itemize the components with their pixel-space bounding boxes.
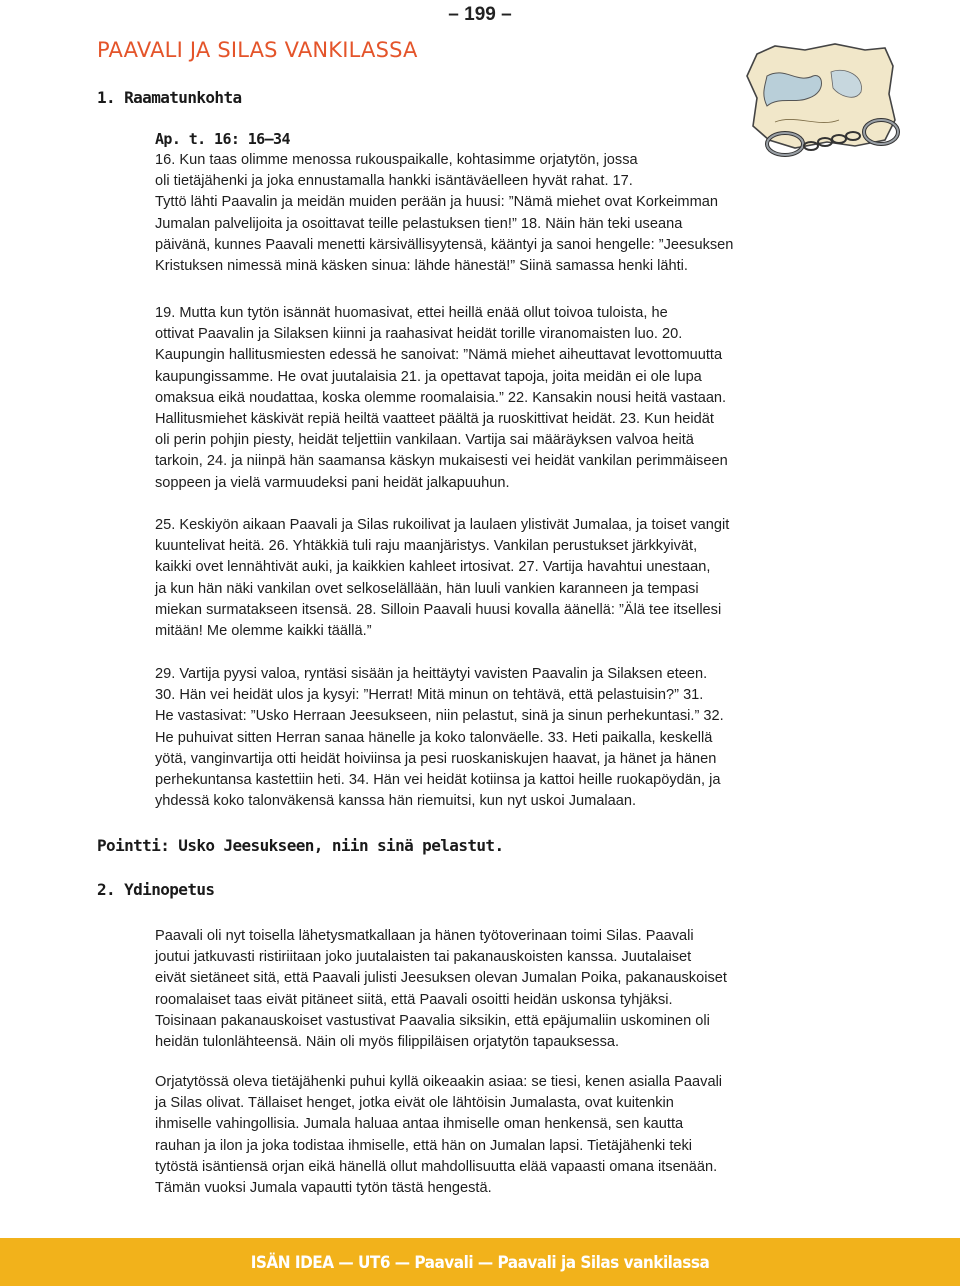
text-line: heidän tulonlähteensä. Näin oli myös filippiläisen orjatytön tapauksessa.: [155, 1034, 620, 1051]
text-line: ihmiselle vahingollisia. Jumala haluaa antaa ihmiselle oman henkensä, sen kautta: [155, 1116, 684, 1133]
text-line: He vastasivat: ”Usko Herraan Jeesukseen, niin pelastut, sinä ja sinun perhekuntasi.” 32.: [155, 708, 724, 725]
text-line: mitään! Me olemme kaikki täällä.”: [155, 623, 372, 640]
text-line: tarkoin, 24. ja niinpä hän saamansa käskyn mukaisesti vei heidät vankilan perimmäiseen: [155, 453, 728, 470]
text-line: He puhuivat sitten Herran sanaa hänelle ja koko talonväelle. 33. Heti paikalla, keskellä: [155, 729, 713, 746]
scripture-paragraph-2: [155, 303, 728, 494]
page-title: PAAVALI JA SILAS VANKILASSA: [97, 38, 418, 62]
text-line: tytöstä isäntiensä orjan eikä hänellä ollut mahdollisuutta elää vapaasti omana itsenään.: [155, 1158, 718, 1175]
scripture-paragraph-3: [155, 515, 729, 642]
text-line: Hallitusmiehet käskivät repiä heiltä vaatteet päältä ja ruoskittivat heidät. 23. Kun heidät: [155, 411, 714, 428]
text-line: Tämän vuoksi Jumala vapautti tytön tästä hengestä.: [155, 1180, 492, 1197]
text-line: oli perin pohjin piesty, heidät teljettiin vankilaan. Vartija sai määräyksen valvoa heitä: [155, 432, 694, 449]
text-line: kuuntelivat heitä. 26. Yhtäkkiä tuli raju maanjäristys. Vankilan perustukset järkkyivät,: [155, 538, 698, 555]
text-line: eivät sietäneet sitä, että Paavali julisti Jeesuksen olevan Jumalan Poika, pakanauskoiset: [155, 970, 727, 987]
text-line: Tyttö lähti Paavalin ja meidän muiden perään ja huusi: ”Nämä miehet ovat Korkeimman: [155, 194, 718, 211]
text-line: Kaupungin hallitusmiesten edessä he sanoivat: ”Nämä miehet aiheuttavat levottomuutta: [155, 347, 723, 364]
scripture-paragraph-1: [155, 150, 733, 277]
text-line: rauhan ja ilon ja joka todistaa ihmiselle, että hän on Jumalan lapsi. Tietäjähenki teki: [155, 1137, 693, 1154]
text-line: kaikki ovet lennähtivät auki, ja kaikkien kahleet irtosivat. 27. Vartija havahtui unestaan,: [155, 559, 711, 576]
text-line: perhekuntansa kastettiin heti. 34. Hän vei heidät kotiinsa ja kattoi heille ruokapöydän, ja: [155, 772, 721, 789]
scripture-reference: Ap. t. 16: 16–34: [155, 130, 290, 148]
text-line: päivänä, kunnes Paavali menetti kärsivällisyytensä, kääntyi ja sanoi hengelle: ”Jeesuksen: [155, 236, 734, 253]
core-paragraph-1: [155, 926, 727, 1053]
map-shackles-illustration: [735, 36, 905, 160]
text-line: joutui jatkuvasti ristiriitaan joko juutalaisten tai pakanauskoisten kanssa. Juutalaiset: [155, 949, 692, 966]
text-line: Paavali oli nyt toisella lähetysmatkallaan ja hänen työtoverinaan toimi Silas. Paavali: [155, 928, 694, 944]
text-line: Kristuksen nimessä minä käsken sinua: lähde hänestä!” Siinä samassa henki lähti.: [155, 258, 688, 275]
scripture-paragraph-4: [155, 664, 724, 812]
footer-text: ISÄN IDEA — UT6 — Paavali — Paavali ja Silas vankilassa: [250, 1253, 710, 1273]
text-line: oli tietäjähenki ja joka ennustamalla hankki isäntäväelleen hyvät rahat. 17.: [155, 173, 633, 190]
section-heading-bible-passage: 1. Raamatunkohta: [97, 88, 242, 107]
text-line: 30. Hän vei heidät ulos ja kysyi: ”Herrat! Mitä minun on tehtävä, että pelastuisin?” 31.: [155, 687, 704, 704]
text-line: ja kun hän näki vankilan ovet selkoselällään, hän luuli vankien karanneen ja tempasi: [155, 580, 699, 597]
text-line: 19. Mutta kun tytön isännät huomasivat, ettei heillä enää ollut toivoa tuloista, he: [155, 305, 668, 321]
section-heading-core-teaching: 2. Ydinopetus: [97, 880, 215, 899]
text-line: kaupungissamme. He ovat juutalaisia 21. ja opettavat tapoja, joita meidän ei ole lupa: [155, 368, 702, 385]
text-line: 16. Kun taas olimme menossa rukouspaikalle, kohtasimme orjatytön, jossa: [155, 152, 638, 168]
text-line: ja Silas olivat. Tällaiset henget, jotka eivät ole lähtöisin Jumalasta, ovat kuitenkin: [155, 1095, 674, 1112]
text-line: soppeen ja vielä varmuudeksi pani heidät jalkapuuhun.: [155, 474, 510, 491]
text-line: Jumalan palvelijoita ja osoittavat teille pelastuksen tien!” 18. Näin hän teki useana: [155, 215, 683, 232]
text-line: roomalaiset taas eivät pitäneet siitä, että Paavali osoitti heidän uskonsa tyhjäksi.: [155, 991, 673, 1008]
text-line: ottivat Paavalin ja Silaksen kiinni ja raahasivat heidät torille viranomaisten luo. 20.: [155, 326, 683, 343]
page-number: – 199 –: [448, 4, 512, 25]
text-line: yhdessä koko talonväkensä kanssa hän riemuitsi, kun nyt uskoi Jumalaan.: [155, 793, 637, 810]
text-line: 29. Vartija pyysi valoa, ryntäsi sisään ja heittäytyi vavisten Paavalin ja Silaksen eteen.: [155, 666, 708, 682]
text-line: Toisinaan pakanauskoiset vastustivat Paavalia siksikin, että epäjumaliin uskominen oli: [155, 1012, 710, 1029]
text-line: miekan surmatakseen itsensä. 28. Silloin Paavali huusi kovalla äänellä: ”Älä tee itsellesi: [155, 601, 722, 618]
core-paragraph-2: [155, 1072, 722, 1199]
text-line: omaksua eikä noudattaa, koska olemme roomalaisia.” 22. Kansakin nousi heitä vastaan.: [155, 389, 727, 406]
text-line: Orjatytössä oleva tietäjähenki puhui kyllä oikeaakin asiaa: se tiesi, kenen asialla Paavali: [155, 1074, 723, 1090]
text-line: 25. Keskiyön aikaan Paavali ja Silas rukoilivat ja laulaen ylistivät Jumalaa, ja toiset vangit: [155, 517, 730, 533]
text-line: yötä, vanginvartija otti heidät hoiviinsa ja pesi ruoskaniskujen haavat, ja hänet ja hänen: [155, 750, 717, 767]
point-statement: Pointti: Usko Jeesukseen, niin sinä pelastut.: [97, 836, 504, 855]
